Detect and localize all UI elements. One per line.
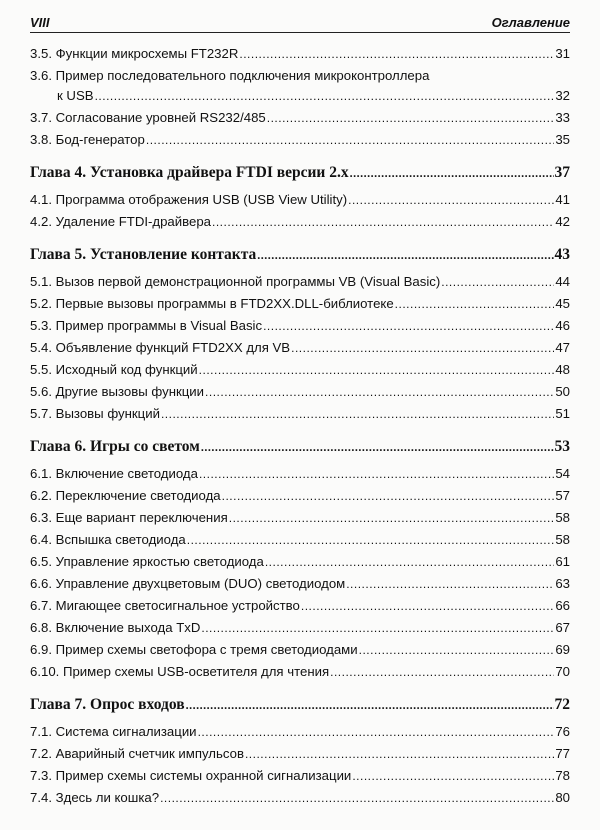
toc-chapter[interactable] xyxy=(30,435,570,459)
dot-leader xyxy=(359,640,555,660)
toc-entry-page: 63 xyxy=(555,576,570,591)
toc-entry[interactable] xyxy=(30,722,570,742)
toc-entry-title: 6.5. Управление яркостью светодиода xyxy=(30,554,264,569)
dot-leader xyxy=(187,530,555,550)
toc-entry[interactable] xyxy=(30,596,570,616)
toc-entry-page: 70 xyxy=(555,664,570,679)
toc-entry-title: 6.9. Пример схемы светофора с тремя светодиодами xyxy=(30,642,358,657)
toc-entry-page: 61 xyxy=(555,554,570,569)
dot-leader xyxy=(201,618,554,638)
toc-entry-page: 33 xyxy=(555,110,570,125)
toc-entry[interactable] xyxy=(30,86,570,106)
toc-entry[interactable] xyxy=(30,44,570,64)
toc-entry[interactable] xyxy=(30,212,570,232)
toc-entry-title: 7.3. Пример схемы системы охранной сигнализации xyxy=(30,768,352,783)
toc-entry-page: 50 xyxy=(555,384,570,399)
toc-entry-page: 57 xyxy=(555,488,570,503)
toc-entry[interactable] xyxy=(30,294,570,314)
toc-entry-page: 31 xyxy=(555,46,570,61)
toc-entry-title: 5.3. Пример программы в Visual Basic xyxy=(30,318,263,333)
dot-leader xyxy=(263,316,554,336)
page-number: VIII xyxy=(30,15,50,30)
toc-chapter[interactable] xyxy=(30,693,570,717)
dot-leader xyxy=(257,243,553,267)
toc-entry[interactable] xyxy=(30,530,570,550)
toc-entry[interactable] xyxy=(30,640,570,660)
toc-entry-title: 7.2. Аварийный счетчик импульсов xyxy=(30,746,244,761)
toc-entry-title: 7.1. Система сигнализации xyxy=(30,724,197,739)
dot-leader xyxy=(239,44,554,64)
toc-chapter[interactable] xyxy=(30,161,570,185)
toc-entry[interactable] xyxy=(30,130,570,150)
dot-leader xyxy=(265,552,554,572)
dot-leader xyxy=(199,464,554,484)
toc-entry-page: 58 xyxy=(555,532,570,547)
toc-entry[interactable] xyxy=(30,662,570,682)
toc-entry-page: 66 xyxy=(555,598,570,613)
toc-entry-title: 5.5. Исходный код функций xyxy=(30,362,198,377)
chapter-title: Глава 6. Игры со светом xyxy=(30,438,200,455)
toc-entry[interactable] xyxy=(30,508,570,528)
dot-leader xyxy=(201,435,554,459)
toc-entry-title: 3.8. Бод-генератор xyxy=(30,132,145,147)
toc-entry-page: 44 xyxy=(555,274,570,289)
dot-leader xyxy=(267,108,555,128)
dot-leader xyxy=(146,130,554,150)
toc-entry[interactable] xyxy=(30,788,570,808)
toc-entry-title: 6.6. Управление двухцветовым (DUO) светодиодом xyxy=(30,576,346,591)
toc-entry-title: 6.1. Включение светодиода xyxy=(30,466,198,481)
toc-entry-page: 58 xyxy=(555,510,570,525)
dot-leader xyxy=(348,190,554,210)
toc-entry[interactable] xyxy=(30,574,570,594)
toc-entry-page: 67 xyxy=(555,620,570,635)
toc-entry[interactable] xyxy=(30,766,570,786)
toc-entry-page: 47 xyxy=(555,340,570,355)
toc-entry[interactable] xyxy=(30,108,570,128)
dot-leader xyxy=(212,212,554,232)
toc-entry-title-line1: 3.6. Пример последовательного подключения микроконтроллера xyxy=(30,68,430,83)
table-of-contents xyxy=(30,44,570,808)
chapter-page: 43 xyxy=(554,246,570,263)
toc-entry-page: 35 xyxy=(555,132,570,147)
dot-leader xyxy=(350,161,554,185)
dot-leader xyxy=(205,382,554,402)
toc-entry-title: 5.4. Объявление функций FTD2XX для VB xyxy=(30,340,291,355)
toc-entry[interactable] xyxy=(30,618,570,638)
toc-entry[interactable] xyxy=(30,744,570,764)
toc-entry-page: 77 xyxy=(555,746,570,761)
toc-entry-title: 6.7. Мигающее светосигнальное устройство xyxy=(30,598,300,613)
toc-entry-title: 6.8. Включение выхода TxD xyxy=(30,620,201,635)
dot-leader xyxy=(199,360,555,380)
toc-entry-title: 4.1. Программа отображения USB (USB View Utility) xyxy=(30,192,348,207)
toc-entry-title: 6.10. Пример схемы USB-осветителя для чтения xyxy=(30,664,330,679)
toc-entry-page: 32 xyxy=(555,88,570,103)
chapter-title: Глава 5. Установление контакта xyxy=(30,246,257,263)
dot-leader xyxy=(229,508,555,528)
toc-entry-page: 54 xyxy=(555,466,570,481)
toc-entry[interactable] xyxy=(30,272,570,292)
toc-entry-title: 5.1. Вызов первой демонстрационной программы VB (Visual Basic) xyxy=(30,274,441,289)
toc-entry[interactable] xyxy=(30,360,570,380)
dot-leader xyxy=(95,86,555,106)
toc-entry-page: 80 xyxy=(555,790,570,805)
toc-entry[interactable] xyxy=(30,338,570,358)
dot-leader xyxy=(301,596,554,616)
toc-entry[interactable] xyxy=(30,464,570,484)
chapter-page: 72 xyxy=(554,696,570,713)
toc-entry-title: к USB xyxy=(57,88,94,103)
toc-entry-title: 5.6. Другие вызовы функции xyxy=(30,384,205,399)
toc-entry[interactable] xyxy=(30,382,570,402)
dot-leader xyxy=(161,404,554,424)
toc-entry-title: 3.5. Функции микросхемы FT232R xyxy=(30,46,239,61)
dot-leader xyxy=(441,272,554,292)
toc-entry-page: 51 xyxy=(555,406,570,421)
chapter-page: 37 xyxy=(554,164,570,181)
toc-entry-page: 41 xyxy=(555,192,570,207)
toc-entry-title: 5.2. Первые вызовы программы в FTD2XX.DLL-библиотеке xyxy=(30,296,394,311)
dot-leader xyxy=(291,338,554,358)
dot-leader xyxy=(245,744,554,764)
chapter-title: Глава 4. Установка драйвера FTDI версии 2.x xyxy=(30,164,349,181)
toc-chapter[interactable] xyxy=(30,243,570,267)
dot-leader xyxy=(186,693,554,717)
dot-leader xyxy=(222,486,555,506)
toc-entry[interactable] xyxy=(30,316,570,336)
chapter-page: 53 xyxy=(554,438,570,455)
dot-leader xyxy=(198,722,555,742)
toc-entry-page: 46 xyxy=(555,318,570,333)
dot-leader xyxy=(352,766,554,786)
toc-entry[interactable] xyxy=(30,190,570,210)
toc-entry-title: 7.4. Здесь ли кошка? xyxy=(30,790,160,805)
page-header xyxy=(30,10,570,33)
dot-leader xyxy=(330,662,554,682)
toc-entry-title: 4.2. Удаление FTDI-драйвера xyxy=(30,214,211,229)
toc-entry-title: 6.4. Вспышка светодиода xyxy=(30,532,186,547)
dot-leader xyxy=(395,294,555,314)
toc-entry-page: 78 xyxy=(555,768,570,783)
toc-entry[interactable] xyxy=(30,404,570,424)
toc-entry-title: 5.7. Вызовы функций xyxy=(30,406,160,421)
toc-entry-page: 69 xyxy=(555,642,570,657)
toc-entry-page: 48 xyxy=(555,362,570,377)
toc-entry-page: 45 xyxy=(555,296,570,311)
toc-entry-title: 3.7. Согласование уровней RS232/485 xyxy=(30,110,266,125)
toc-entry[interactable] xyxy=(30,552,570,572)
toc-entry-page: 76 xyxy=(555,724,570,739)
dot-leader xyxy=(160,788,554,808)
toc-entry-title: 6.3. Еще вариант переключения xyxy=(30,510,228,525)
toc-entry[interactable] xyxy=(30,486,570,506)
chapter-title: Глава 7. Опрос входов xyxy=(30,696,185,713)
running-title: Оглавление xyxy=(491,15,570,30)
toc-entry-title: 6.2. Переключение светодиода xyxy=(30,488,221,503)
toc-entry-page: 42 xyxy=(555,214,570,229)
dot-leader xyxy=(346,574,554,594)
